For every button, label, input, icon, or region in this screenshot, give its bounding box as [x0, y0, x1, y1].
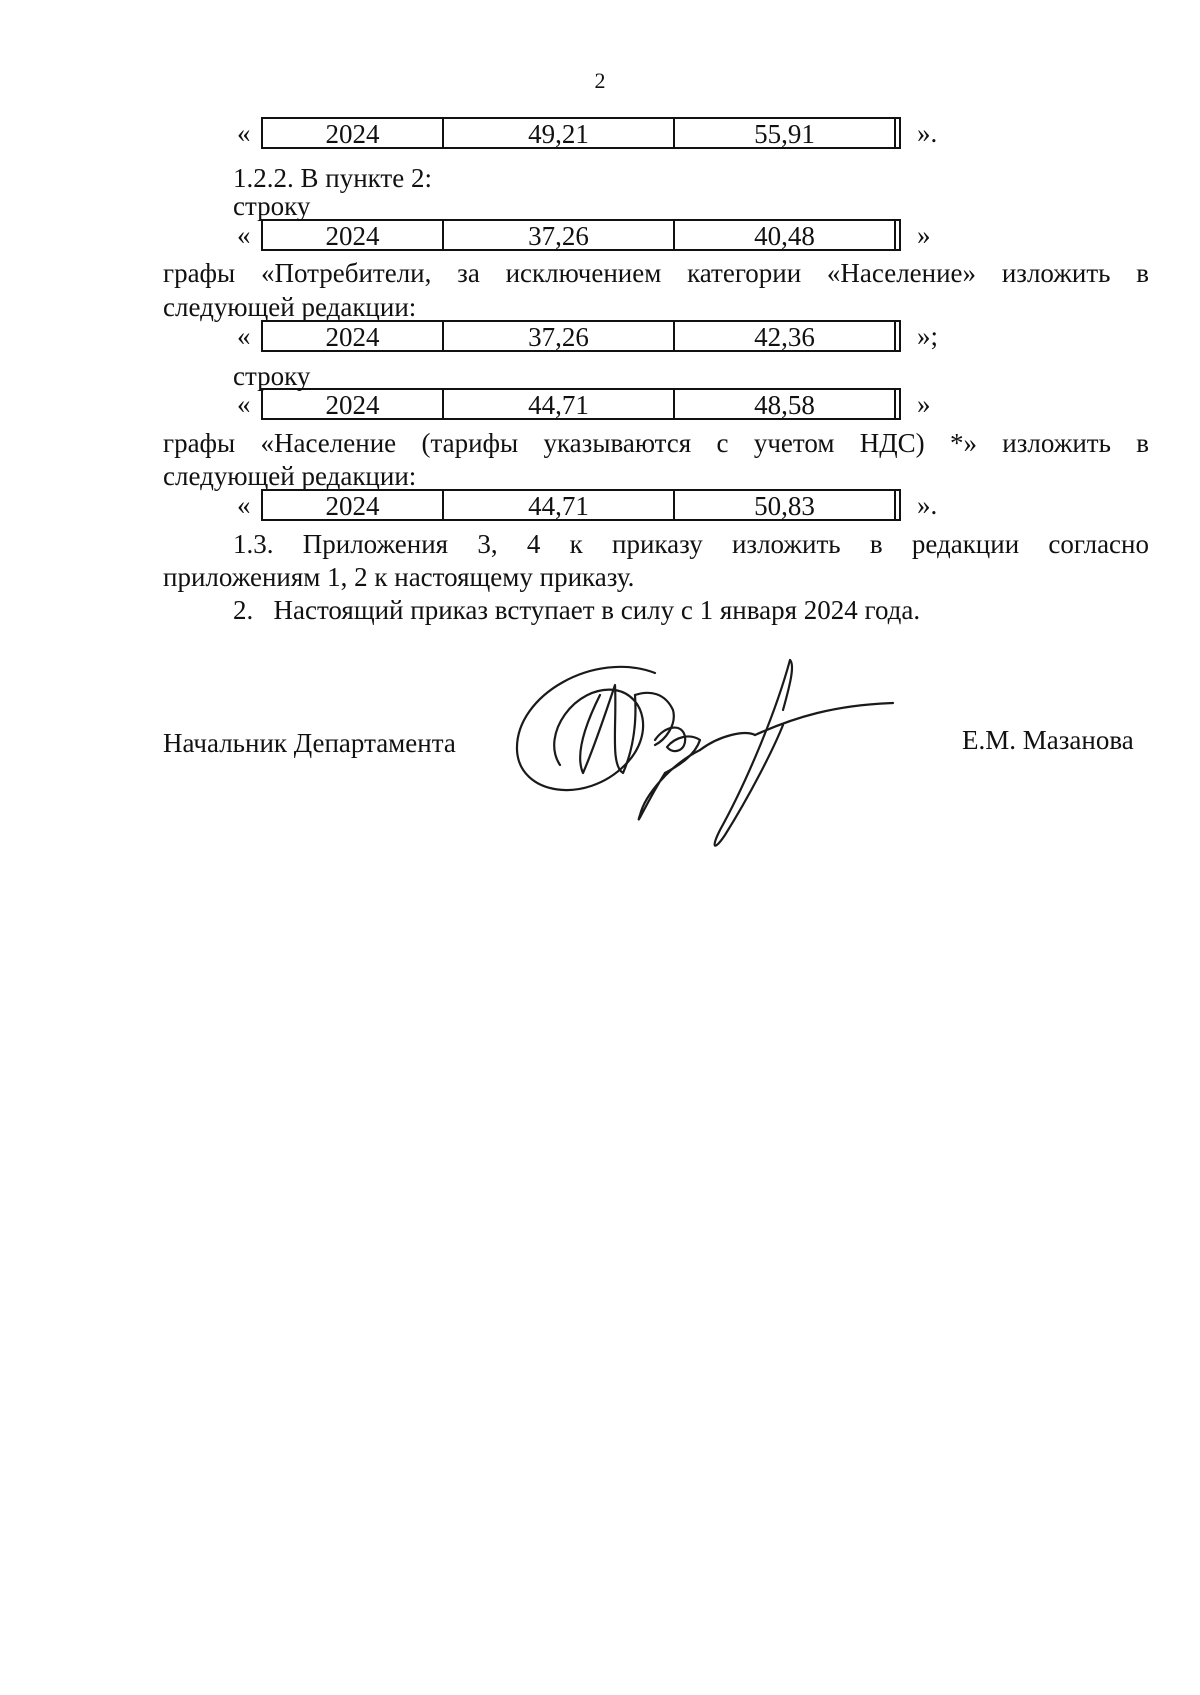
- open-quote: «: [237, 118, 251, 148]
- value-cell: 55,91: [675, 119, 896, 147]
- paragraph-line: графы «Население (тарифы указываются с учетом НДС) *» изложить в: [163, 428, 1149, 458]
- paragraph-line: 1.3. Приложения 3, 4 к приказу изложить в редакции согласно: [233, 529, 1149, 559]
- value-cell: 49,21: [444, 119, 675, 147]
- stroku-label: строку: [233, 361, 311, 391]
- year-cell: 2024: [263, 491, 444, 519]
- year-cell: 2024: [263, 390, 444, 418]
- open-quote: «: [237, 220, 251, 250]
- signatory-position: Начальник Департамента: [163, 728, 456, 758]
- value-cell: 37,26: [444, 322, 675, 350]
- open-quote: «: [237, 389, 251, 419]
- tariff-table: [261, 388, 901, 420]
- value-cell: 42,36: [675, 322, 896, 350]
- handwritten-signature: [505, 655, 905, 855]
- tariff-table: [261, 117, 901, 149]
- value-cell: 37,26: [444, 221, 675, 249]
- value-cell: 50,83: [675, 491, 896, 519]
- year-cell: 2024: [263, 322, 444, 350]
- stroku-label: строку: [233, 191, 311, 221]
- paragraph-line: графы «Потребители, за исключением категории «Население» изложить в: [163, 258, 1149, 288]
- paragraph-line: следующей редакции:: [163, 292, 417, 322]
- close-quote: ».: [917, 490, 938, 520]
- tariff-table: [261, 489, 901, 521]
- signatory-name: Е.М. Мазанова: [962, 725, 1134, 755]
- value-cell: 40,48: [675, 221, 896, 249]
- value-cell: 48,58: [675, 390, 896, 418]
- close-quote: »: [917, 220, 931, 250]
- tariff-table: [261, 219, 901, 251]
- value-cell: 44,71: [444, 390, 675, 418]
- clause-2: 2. Настоящий приказ вступает в силу с 1 января 2024 года.: [233, 595, 921, 625]
- paragraph-line: следующей редакции:: [163, 461, 417, 491]
- close-quote: ».: [917, 118, 938, 148]
- open-quote: «: [237, 490, 251, 520]
- clause-1-2-2: 1.2.2. В пункте 2:: [233, 163, 432, 193]
- year-cell: 2024: [263, 221, 444, 249]
- open-quote: «: [237, 321, 251, 351]
- paragraph-line: приложениям 1, 2 к настоящему приказу.: [163, 562, 635, 592]
- page-number: 2: [594, 68, 606, 93]
- tariff-table: [261, 320, 901, 352]
- close-quote: »;: [917, 321, 939, 351]
- close-quote: »: [917, 389, 931, 419]
- year-cell: 2024: [263, 119, 444, 147]
- value-cell: 44,71: [444, 491, 675, 519]
